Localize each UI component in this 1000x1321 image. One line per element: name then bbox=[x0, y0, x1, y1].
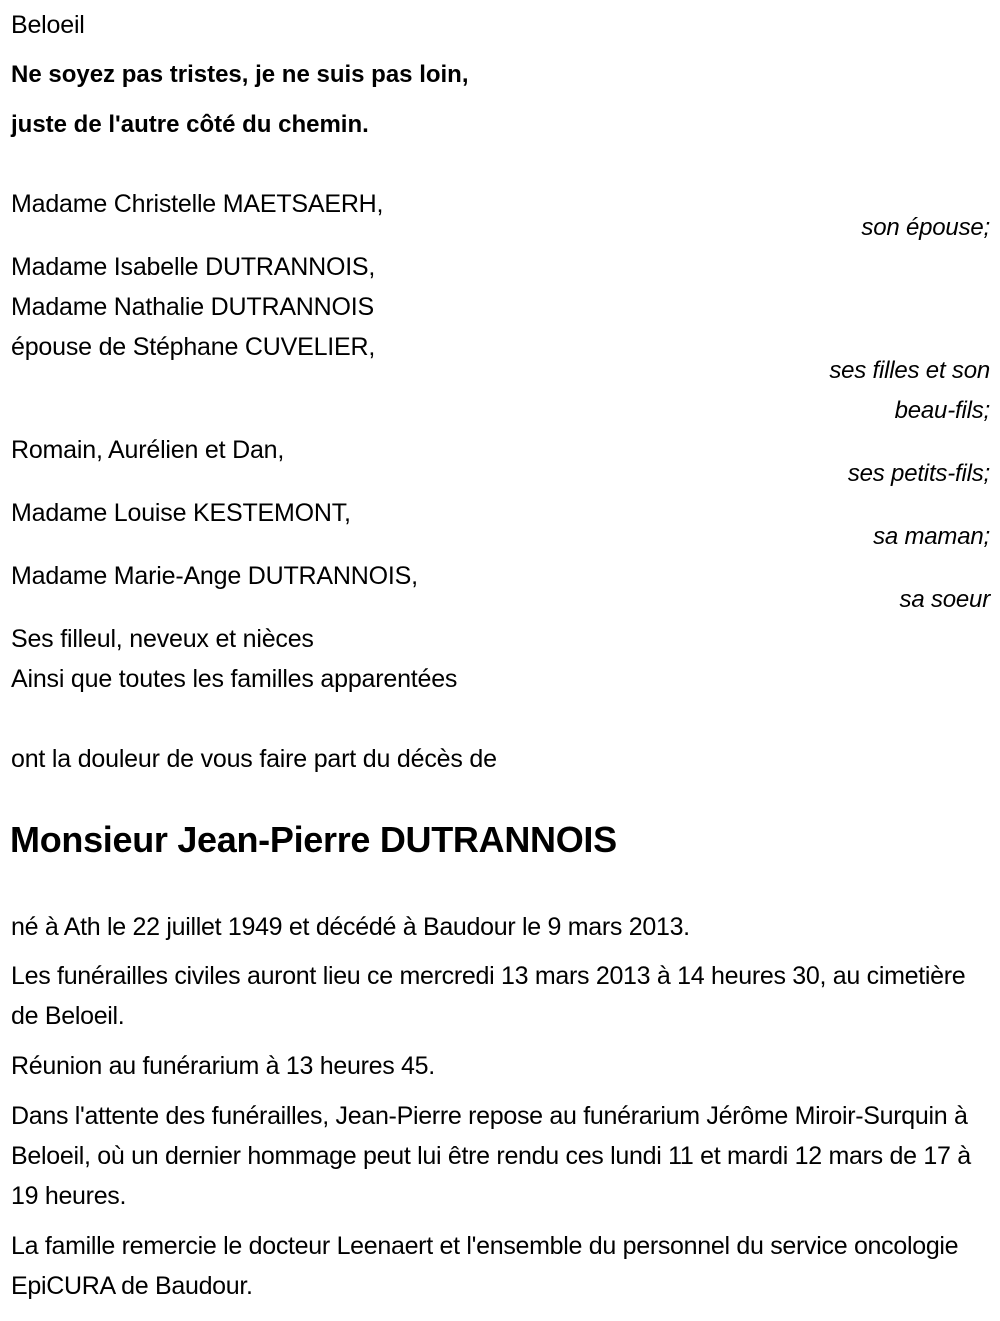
thanks-info: La famille remercie le docteur Leenaert et l'ensemble du personnel du service oncologie EpiCURA de Baudour. bbox=[11, 1232, 959, 1300]
family-name: Madame Marie-Ange DUTRANNOIS, bbox=[11, 562, 418, 590]
family-name: Madame Isabelle DUTRANNOIS, bbox=[11, 253, 376, 281]
gathering-info: Réunion au funérarium à 13 heures 45. bbox=[11, 1052, 435, 1080]
family-relation: sa soeur bbox=[899, 586, 990, 613]
family-relation: ses filles et son bbox=[829, 357, 990, 384]
family-name: Romain, Aurélien et Dan, bbox=[11, 436, 285, 464]
deceased-name: Monsieur Jean-Pierre DUTRANNOIS bbox=[10, 819, 617, 860]
family-name: Madame Louise KESTEMONT, bbox=[11, 499, 351, 527]
visitation-info: Dans l'attente des funérailles, Jean-Pierre repose au funérarium Jérôme Miroir-Surquin à Beloeil, où un dernier hommage peut lui être rendu ces lundi 11 et mardi 12 mars de 17 à 19 heures. bbox=[11, 1102, 971, 1210]
location: Beloeil bbox=[11, 11, 85, 39]
family-relation: beau-fils; bbox=[894, 397, 990, 424]
funeral-info: Les funérailles civiles auront lieu ce mercredi 13 mars 2013 à 14 heures 30, au cimetière de Beloeil. bbox=[11, 962, 966, 1030]
family-relation: sa maman; bbox=[873, 523, 990, 550]
family-relation: ses petits-fils; bbox=[847, 460, 990, 487]
birth-death-info: né à Ath le 22 juillet 1949 et décédé à Baudour le 9 mars 2013. bbox=[11, 913, 690, 941]
family-name: Madame Nathalie DUTRANNOIS bbox=[11, 293, 374, 321]
family-name: Madame Christelle MAETSAERH, bbox=[11, 190, 384, 218]
announcement: ont la douleur de vous faire part du décès de bbox=[11, 745, 497, 773]
family-relation: son épouse; bbox=[861, 214, 990, 241]
extended-family-line: Ses filleul, neveux et nièces bbox=[11, 625, 314, 653]
quote-line-1: Ne soyez pas tristes, je ne suis pas loin, bbox=[11, 61, 469, 88]
quote-line-2: juste de l'autre côté du chemin. bbox=[11, 111, 369, 138]
family-name: épouse de Stéphane CUVELIER, bbox=[11, 333, 376, 361]
extended-family-line: Ainsi que toutes les familles apparentées bbox=[11, 665, 458, 693]
